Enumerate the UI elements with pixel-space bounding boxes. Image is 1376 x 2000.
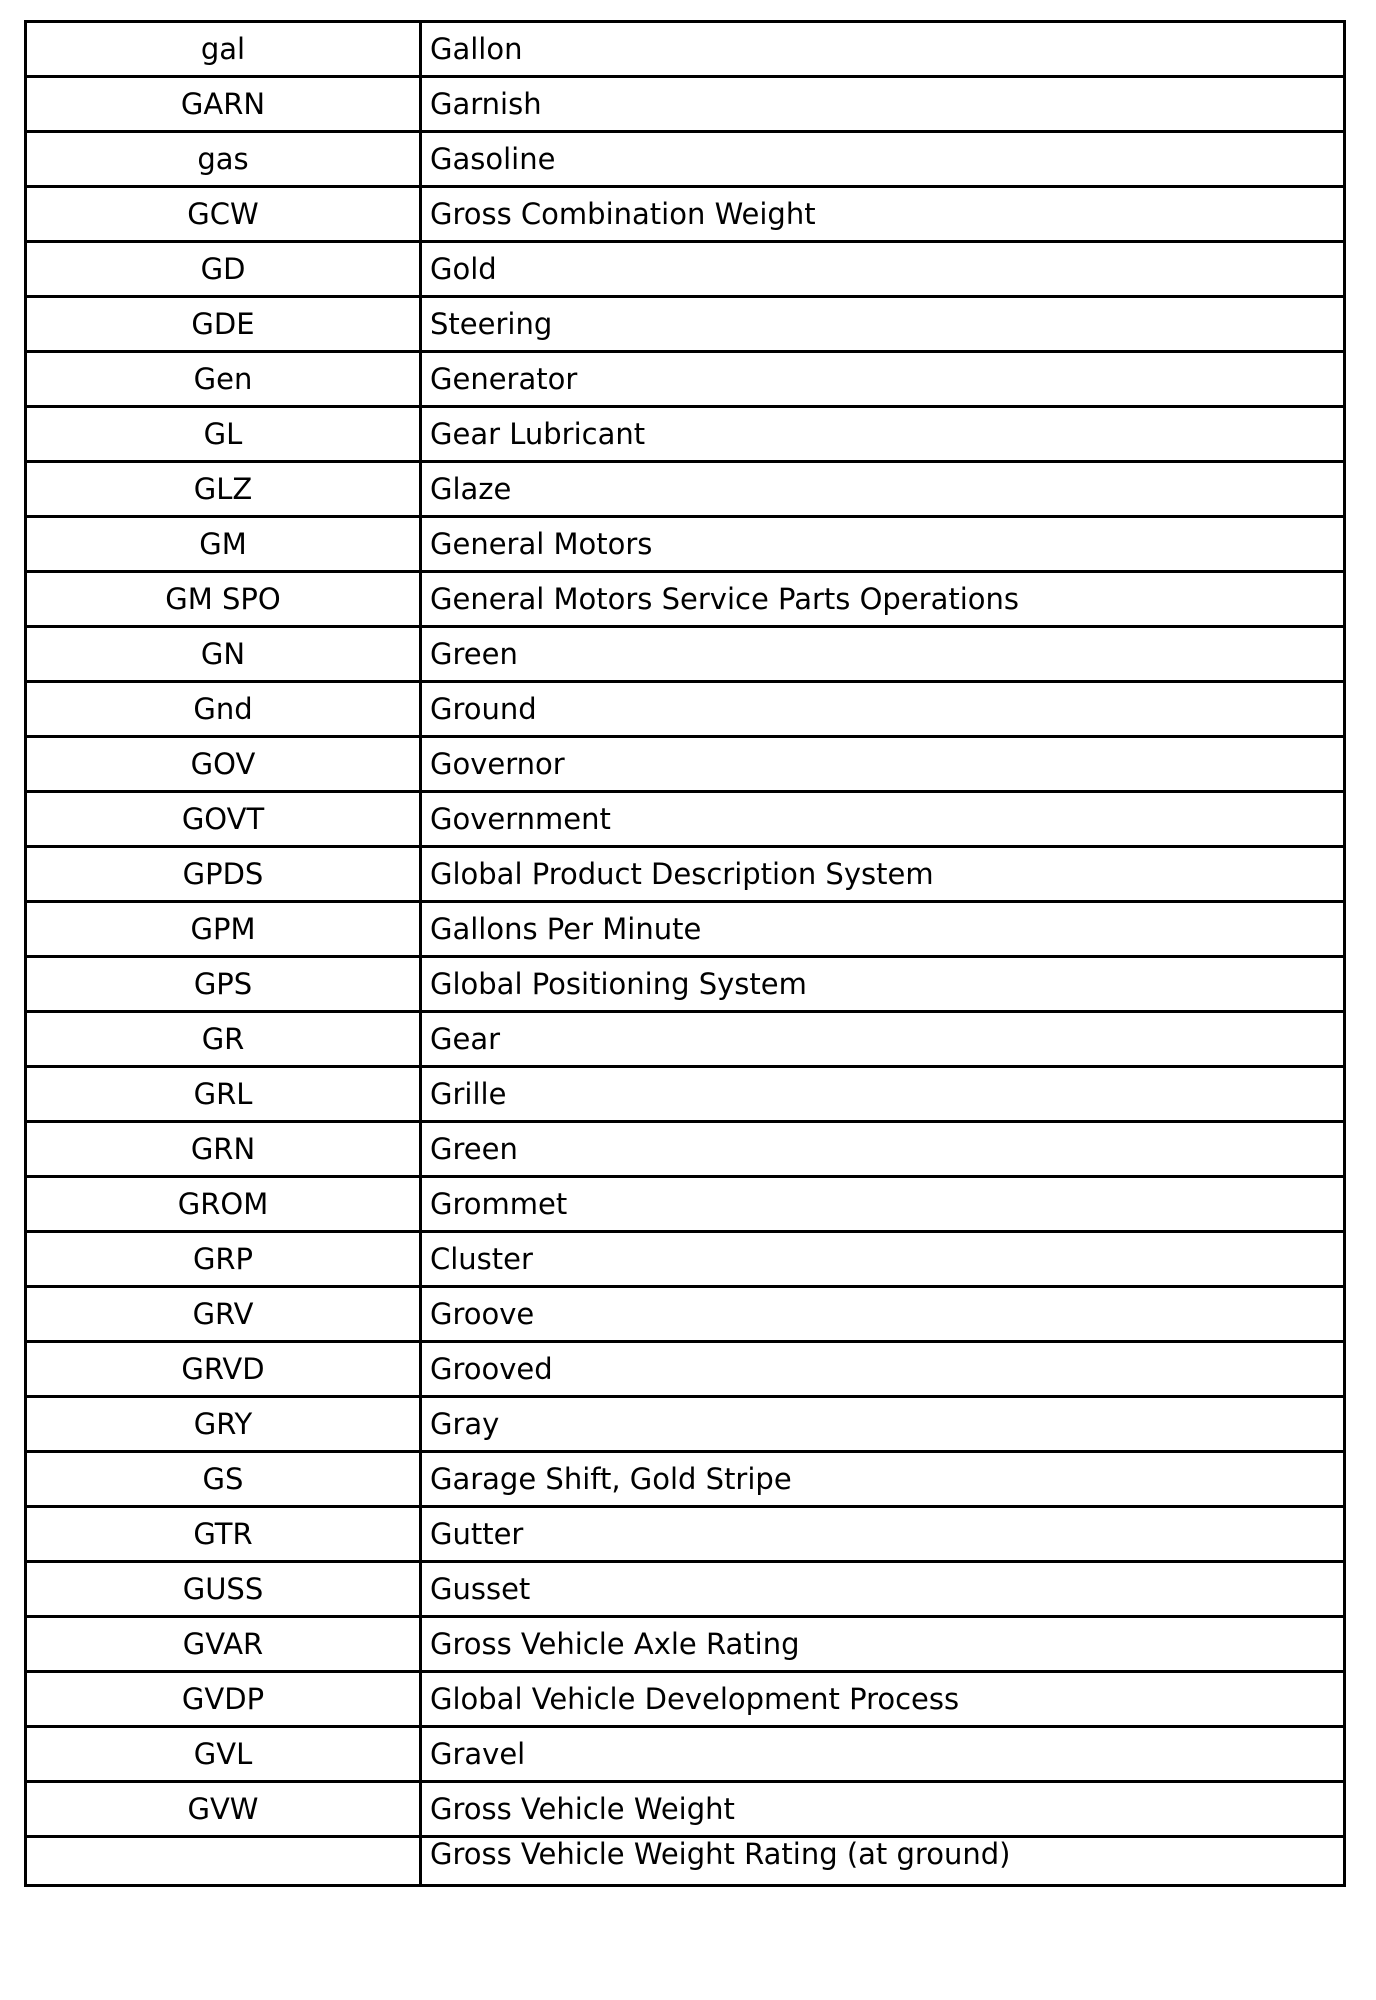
abbreviation-cell: GRL: [26, 1067, 421, 1122]
table-row: [26, 737, 1345, 792]
table-row: [26, 902, 1345, 957]
meaning-cell: Garage Shift, Gold Stripe: [421, 1452, 1345, 1507]
abbreviation-cell: GRY: [26, 1397, 421, 1452]
table-row: [26, 1672, 1345, 1727]
abbreviation-cell: GPS: [26, 957, 421, 1012]
table-row: [26, 517, 1345, 572]
table-row: [26, 1507, 1345, 1562]
table-row: [26, 847, 1345, 902]
abbreviation-cell: GR: [26, 1012, 421, 1067]
meaning-cell: Garnish: [421, 77, 1345, 132]
abbreviation-cell: gas: [26, 132, 421, 187]
abbreviation-cell: GRP: [26, 1232, 421, 1287]
abbreviation-cell: GRVD: [26, 1342, 421, 1397]
table-row: [26, 1012, 1345, 1067]
abbreviation-cell: gal: [26, 22, 421, 77]
meaning-cell: Global Product Description System: [421, 847, 1345, 902]
abbreviation-cell: GVL: [26, 1727, 421, 1782]
abbreviation-cell: GM: [26, 517, 421, 572]
table-row: [26, 1122, 1345, 1177]
meaning-cell: Global Positioning System: [421, 957, 1345, 1012]
abbreviation-sheet: [24, 20, 1346, 1887]
table-row: [26, 1727, 1345, 1782]
meaning-cell: Global Vehicle Development Process: [421, 1672, 1345, 1727]
meaning-cell: Steering: [421, 297, 1345, 352]
table-row: [26, 407, 1345, 462]
abbreviation-cell: [26, 1837, 421, 1886]
meaning-cell: Ground: [421, 682, 1345, 737]
meaning-cell: Gray: [421, 1397, 1345, 1452]
table-row: [26, 1177, 1345, 1232]
meaning-cell: Gallon: [421, 22, 1345, 77]
table-row: [26, 1617, 1345, 1672]
abbreviation-cell: GVDP: [26, 1672, 421, 1727]
table-row: [26, 1342, 1345, 1397]
abbreviation-cell: GS: [26, 1452, 421, 1507]
meaning-cell: General Motors Service Parts Operations: [421, 572, 1345, 627]
abbreviation-cell: GUSS: [26, 1562, 421, 1617]
abbreviation-cell: Gnd: [26, 682, 421, 737]
meaning-cell: Groove: [421, 1287, 1345, 1342]
abbreviation-table: [24, 20, 1346, 1887]
table-row: [26, 77, 1345, 132]
abbreviation-cell: GROM: [26, 1177, 421, 1232]
meaning-cell: Gross Vehicle Axle Rating: [421, 1617, 1345, 1672]
meaning-cell: Glaze: [421, 462, 1345, 517]
table-row: [26, 1782, 1345, 1837]
meaning-cell: Cluster: [421, 1232, 1345, 1287]
table-row: [26, 242, 1345, 297]
meaning-cell: Government: [421, 792, 1345, 847]
meaning-cell: Gallons Per Minute: [421, 902, 1345, 957]
meaning-cell: General Motors: [421, 517, 1345, 572]
table-row: [26, 22, 1345, 77]
abbreviation-cell: GPM: [26, 902, 421, 957]
table-row: [26, 1067, 1345, 1122]
meaning-cell: Gear: [421, 1012, 1345, 1067]
meaning-cell: Gasoline: [421, 132, 1345, 187]
abbreviation-cell: GRV: [26, 1287, 421, 1342]
table-row: [26, 627, 1345, 682]
abbreviation-cell: GOVT: [26, 792, 421, 847]
table-row: [26, 187, 1345, 242]
abbreviation-cell: GTR: [26, 1507, 421, 1562]
abbreviation-cell: GVW: [26, 1782, 421, 1837]
meaning-cell: Generator: [421, 352, 1345, 407]
table-row: [26, 132, 1345, 187]
meaning-cell: Gross Vehicle Weight Rating (at ground): [421, 1837, 1345, 1886]
meaning-cell: Governor: [421, 737, 1345, 792]
abbreviation-cell: GCW: [26, 187, 421, 242]
table-row: [26, 1287, 1345, 1342]
abbreviation-cell: GOV: [26, 737, 421, 792]
table-row: [26, 1397, 1345, 1452]
meaning-cell: Gross Combination Weight: [421, 187, 1345, 242]
table-row: [26, 352, 1345, 407]
meaning-cell: Gold: [421, 242, 1345, 297]
table-row: [26, 297, 1345, 352]
meaning-cell: Gross Vehicle Weight: [421, 1782, 1345, 1837]
meaning-cell: Green: [421, 1122, 1345, 1177]
meaning-cell: Grille: [421, 1067, 1345, 1122]
abbreviation-cell: Gen: [26, 352, 421, 407]
meaning-cell: Green: [421, 627, 1345, 682]
abbreviation-cell: GPDS: [26, 847, 421, 902]
meaning-cell: Grooved: [421, 1342, 1345, 1397]
meaning-cell: Gear Lubricant: [421, 407, 1345, 462]
table-row: [26, 1232, 1345, 1287]
abbreviation-cell: GDE: [26, 297, 421, 352]
meaning-cell: Gutter: [421, 1507, 1345, 1562]
abbreviation-cell: GL: [26, 407, 421, 462]
table-row: [26, 572, 1345, 627]
abbreviation-cell: GARN: [26, 77, 421, 132]
table-row: [26, 1452, 1345, 1507]
abbreviation-cell: GD: [26, 242, 421, 297]
abbreviation-cell: GM SPO: [26, 572, 421, 627]
table-row: [26, 792, 1345, 847]
abbreviation-cell: GVAR: [26, 1617, 421, 1672]
abbreviation-cell: GLZ: [26, 462, 421, 517]
table-row: [26, 682, 1345, 737]
meaning-cell: Gusset: [421, 1562, 1345, 1617]
abbreviation-cell: GRN: [26, 1122, 421, 1177]
meaning-cell: Gravel: [421, 1727, 1345, 1782]
table-row: [26, 1562, 1345, 1617]
abbreviation-table-body: [26, 22, 1345, 1886]
table-row: [26, 462, 1345, 517]
table-row: [26, 1837, 1345, 1886]
table-row: [26, 957, 1345, 1012]
meaning-cell: Grommet: [421, 1177, 1345, 1232]
abbreviation-cell: GN: [26, 627, 421, 682]
